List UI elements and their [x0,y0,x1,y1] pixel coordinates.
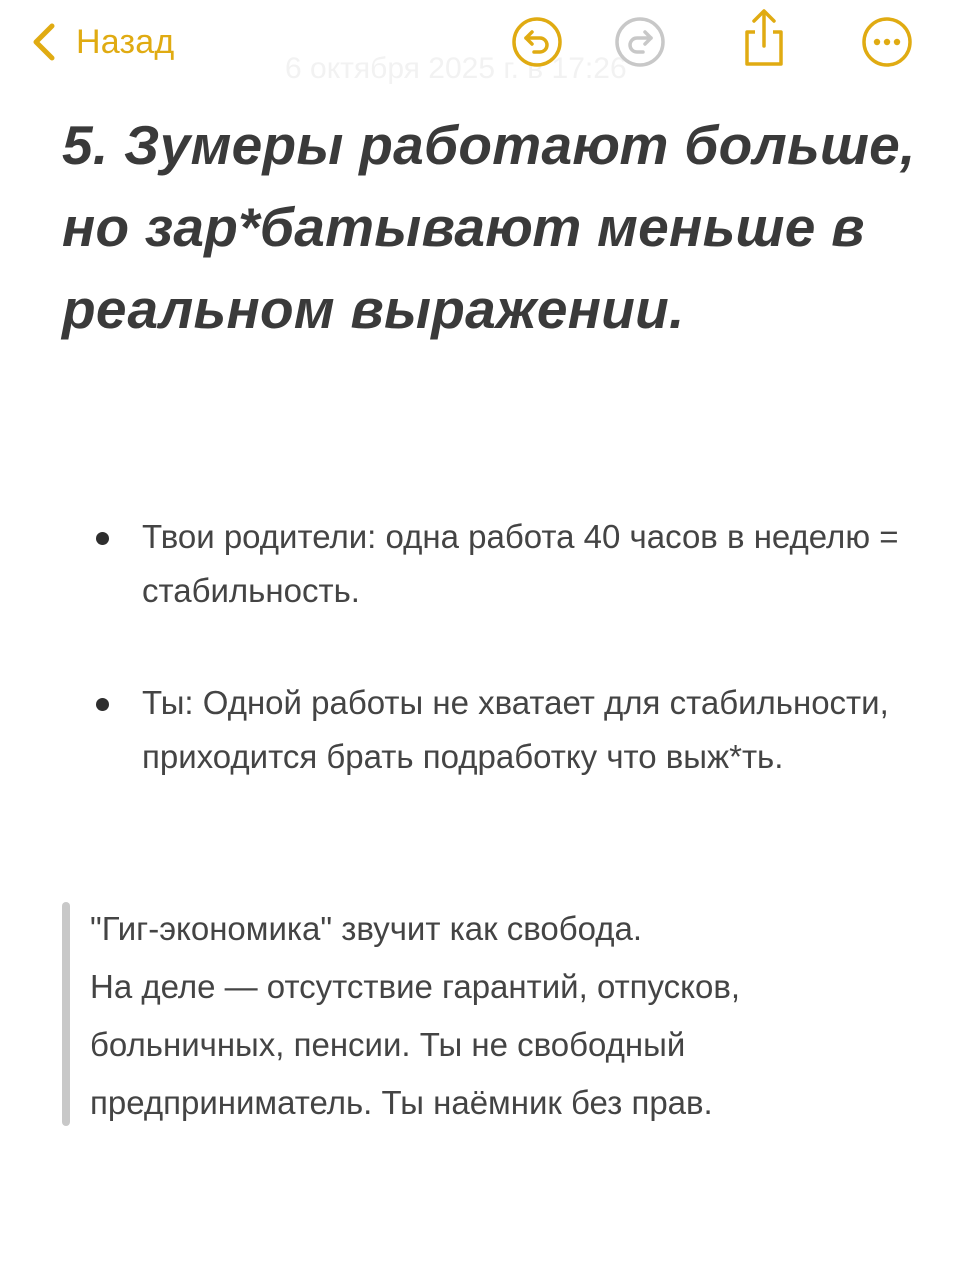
redo-icon [613,15,667,69]
share-icon [738,6,790,70]
back-button[interactable] [26,16,174,68]
undo-button[interactable] [510,15,564,69]
quote-text [90,900,890,1132]
block-quote [62,900,902,1126]
more-button[interactable] [860,15,914,69]
chevron-left-icon [26,16,66,68]
more-icon [860,15,914,69]
navigation-bar [0,0,960,90]
quote-line: На деле — отсутствие гарантий, отпусков, [90,968,741,1005]
quote-line: предприниматель. Ты наёмник без прав. [90,1084,713,1121]
back-label: Назад [76,22,175,61]
bullet-icon [96,698,109,711]
list-item-text: Твои родители: одна работа 40 часов в неделю = стабильность. [142,518,899,609]
note-title: 5. Зумеры работают больше, но зар*батывают меньше в реальном выражении. [62,114,916,340]
quote-line: "Гиг-экономика" звучит как свобода. [90,910,643,947]
bullet-icon [96,532,109,545]
quote-bar [62,902,70,1126]
list-item-text: Ты: Одной работы не хватает для стабильности, приходится брать подработку что выж*ть. [142,684,889,775]
share-button[interactable] [738,6,790,70]
quote-line: больничных, пенсии. Ты не свободный [90,1026,686,1063]
undo-icon [510,15,564,69]
redo-button[interactable] [613,15,667,69]
note-date: 6 октября 2025 г. в 17:26 [285,52,627,85]
